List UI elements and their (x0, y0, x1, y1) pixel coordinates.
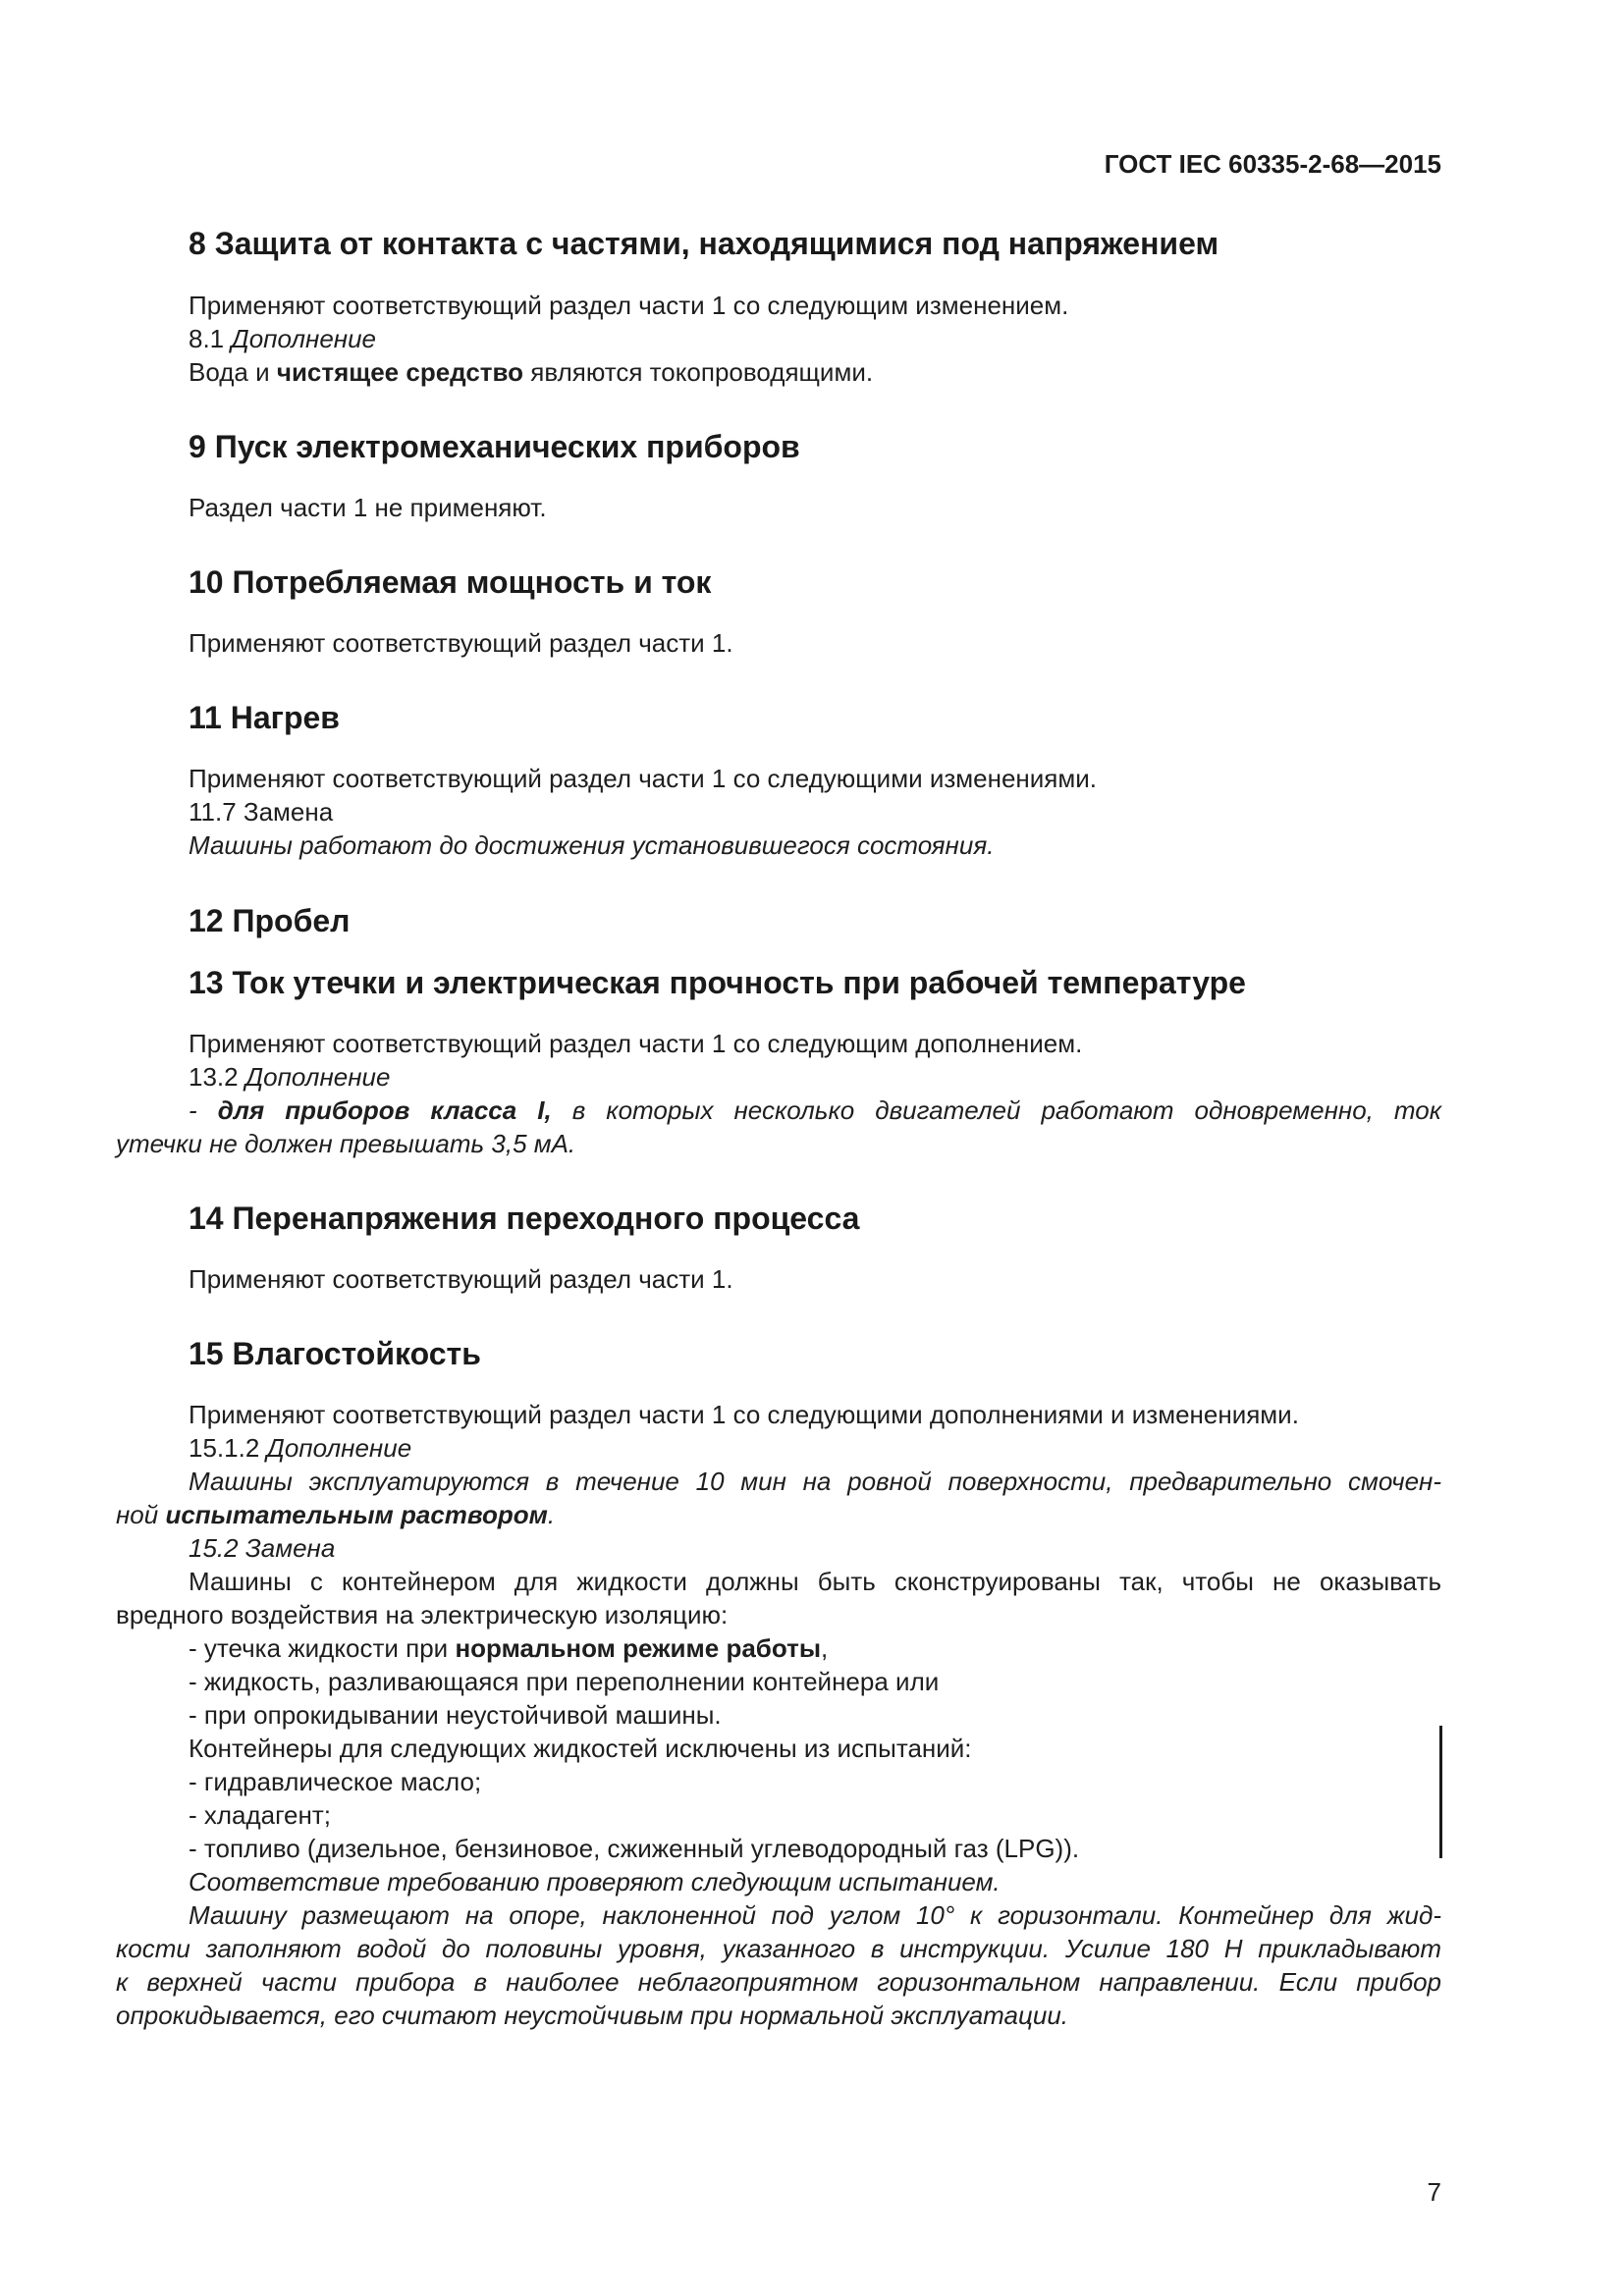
section-12-title: 12 Пробел (189, 903, 351, 938)
subsection-number: 13.2 (189, 1062, 239, 1092)
section-15-1-2-line1: Машины эксплуатируются в течение 10 мин на ровной поверхности, предварительно смочен- (189, 1467, 1441, 1496)
section-8-text: Применяют соответствующий раздел части 1 со следующим изменением. (189, 291, 1069, 320)
section-9-text: Раздел части 1 не применяют. (189, 493, 547, 522)
section-13-2-heading (189, 1060, 390, 1094)
section-14-title: 14 Перенапряжения переходного процесса (189, 1201, 860, 1236)
section-11-text: Применяют соответствующий раздел части 1 со следующими изменениями. (189, 764, 1098, 793)
section-15-2-containers-text: Контейнеры для следующих жидкостей исключены из испытаний: (189, 1734, 972, 1763)
section-10-title: 10 Потребляемая мощность и ток (189, 564, 712, 600)
section-10-text: Применяют соответствующий раздел части 1. (189, 628, 733, 658)
subsection-label: Дополнение (244, 1062, 391, 1092)
list-item: - гидравлическое масло; (189, 1767, 482, 1796)
test-text-line2: кости заполняют водой до половины уровня, указанного в инструкции. Усилие 180 Н прикладывают (116, 1934, 1441, 1963)
section-11-7-text: Машины работают до достижения установившегося состояния. (189, 830, 995, 860)
compliance-text: Соответствие требованию проверяют следующим испытанием. (189, 1867, 1001, 1896)
text-run: в которых несколько двигателей работают одновременно, ток (551, 1095, 1442, 1125)
section-15-2-line1: Машины с контейнером для жидкости должны быть сконструированы так, чтобы не оказывать (189, 1567, 1441, 1596)
subsection-number: 15.1.2 (189, 1433, 260, 1463)
list-item: - при опрокидывании неустойчивой машины. (189, 1700, 722, 1730)
list-item: - топливо (дизельное, бензиновое, сжиженный углеводородный газ (LPG)). (189, 1834, 1080, 1863)
text-run: - (189, 1095, 218, 1125)
defined-term: для приборов класса I, (217, 1095, 552, 1125)
text-run: . (547, 1500, 556, 1529)
subsection-label: Дополнение (266, 1433, 412, 1463)
text-run: Вода и (189, 357, 277, 387)
subsection-label: Дополнение (231, 324, 377, 353)
test-text-line1: Машину размещают на опоре, наклоненной под углом 10° к горизонтали. Контейнер для жид- (189, 1900, 1441, 1930)
list-item: - хладагент; (189, 1800, 332, 1830)
text-run: - утечка жидкости при (189, 1633, 456, 1663)
section-15-title: 15 Влагостойкость (189, 1336, 481, 1371)
list-item: - жидкость, разливающаяся при переполнении контейнера или (189, 1667, 940, 1696)
section-13-2-line1 (189, 1094, 1441, 1127)
section-8-1-text (189, 355, 873, 389)
defined-term: чистящее средство (276, 357, 524, 387)
section-13-text: Применяют соответствующий раздел части 1 со следующим дополнением. (189, 1029, 1083, 1058)
section-15-1-2-line2 (116, 1498, 555, 1531)
document-code: ГОСТ IEC 60335-2-68—2015 (1104, 149, 1441, 179)
section-11-title: 11 Нагрев (189, 700, 340, 735)
section-9-title: 9 Пуск электромеханических приборов (189, 429, 800, 464)
defined-term: нормальном режиме работы (455, 1633, 822, 1663)
test-text-line3: к верхней части прибора в наиболее неблагоприятном горизонтальном направлении. Если прибор (116, 1967, 1441, 1997)
subsection-number: 8.1 (189, 324, 225, 353)
section-8-1-heading (189, 322, 376, 355)
section-15-2-heading: 15.2 Замена (189, 1533, 336, 1563)
text-run: являются токопроводящими. (523, 357, 874, 387)
section-15-1-2-heading (189, 1431, 411, 1465)
section-13-2-line2: утечки не должен превышать 3,5 мА. (116, 1129, 576, 1158)
text-run: ной (116, 1500, 166, 1529)
text-run: , (821, 1633, 829, 1663)
section-15-text: Применяют соответствующий раздел части 1 со следующими дополнениями и изменениями. (189, 1400, 1299, 1429)
change-bar (1439, 1726, 1442, 1858)
section-14-text: Применяют соответствующий раздел части 1. (189, 1264, 733, 1294)
defined-term: испытательным раствором (165, 1500, 548, 1529)
test-text-line4: опрокидывается, его считают неустойчивым при нормальной эксплуатации. (116, 2001, 1069, 2030)
page-number: 7 (1427, 2177, 1441, 2207)
section-15-2-line2: вредного воздействия на электрическую изоляцию: (116, 1600, 729, 1629)
section-11-7-heading: 11.7 Замена (189, 797, 334, 827)
list-item (189, 1631, 828, 1665)
section-8-title: 8 Защита от контакта с частями, находящимися под напряжением (189, 226, 1219, 261)
section-13-title: 13 Ток утечки и электрическая прочность при рабочей температуре (189, 965, 1246, 1000)
